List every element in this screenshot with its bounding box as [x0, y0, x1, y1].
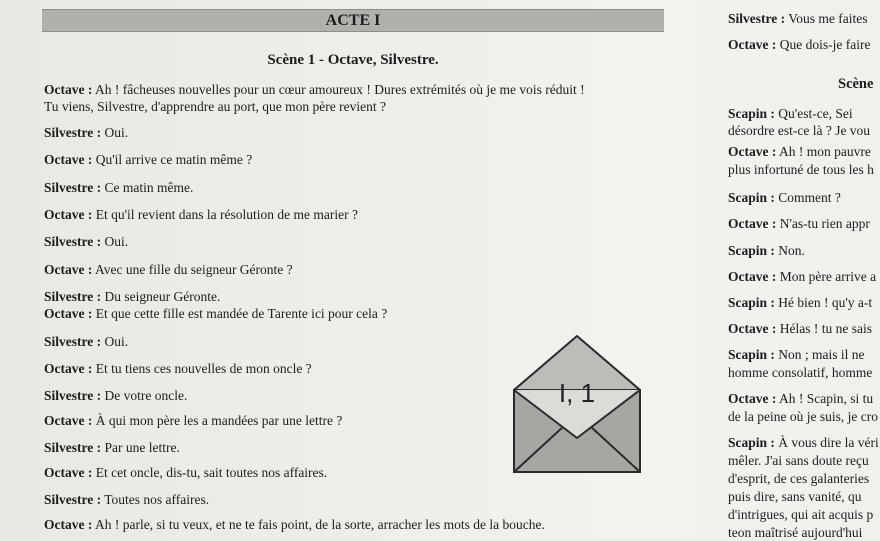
dialogue-line — [44, 516, 545, 533]
dialogue-text: Que dois-je faire — [776, 37, 871, 52]
speaker-name: Octave : — [44, 262, 93, 277]
dialogue-text: plus infortuné de tous les h — [728, 162, 874, 177]
dialogue-text: Mon père arrive a — [776, 269, 877, 284]
dialogue-line — [44, 98, 386, 115]
dialogue-text: Tu viens, Silvestre, d'apprendre au port, que mon père revient ? — [44, 99, 386, 114]
speaker-name: Silvestre : — [44, 492, 102, 507]
speaker-name: Silvestre : — [44, 180, 102, 195]
dialogue-line — [728, 320, 872, 337]
speaker-name: Scapin : — [728, 243, 775, 258]
dialogue-line — [44, 439, 180, 456]
dialogue-line — [44, 333, 128, 350]
speaker-name: Silvestre : — [44, 289, 102, 304]
speaker-name: Octave : — [728, 37, 777, 52]
speaker-name: Silvestre : — [728, 11, 786, 26]
dialogue-line — [44, 124, 128, 141]
dialogue-text: teon maîtrisé aujourd'hui — [728, 525, 863, 540]
dialogue-text: N'as-tu rien appr — [776, 216, 870, 231]
dialogue-line — [44, 305, 387, 322]
dialogue-line — [44, 464, 327, 481]
dialogue-line — [44, 360, 312, 377]
dialogue-line — [728, 161, 874, 178]
dialogue-line — [728, 364, 872, 381]
dialogue-text: mêler. J'ai sans doute reçu — [728, 453, 869, 468]
dialogue-line — [728, 105, 853, 122]
dialogue-line — [728, 215, 870, 232]
dialogue-line — [44, 387, 187, 404]
dialogue-line — [44, 288, 220, 305]
dialogue-text: homme consolatif, homme — [728, 365, 873, 380]
dialogue-text: À qui mon père les a mandées par une lettre ? — [92, 413, 343, 428]
speaker-name: Octave : — [44, 152, 93, 167]
dialogue-text: Et tu tiens ces nouvelles de mon oncle ? — [92, 361, 312, 376]
dialogue-line — [728, 506, 873, 523]
dialogue-line — [44, 206, 358, 223]
dialogue-line — [44, 412, 342, 429]
dialogue-line — [728, 36, 870, 53]
dialogue-line — [728, 122, 870, 139]
dialogue-line — [44, 261, 293, 278]
dialogue-line — [728, 452, 869, 469]
speaker-name: Octave : — [44, 82, 93, 97]
dialogue-line — [728, 524, 862, 541]
dialogue-line — [44, 233, 128, 250]
speaker-name: Scapin : — [728, 347, 775, 362]
dialogue-text: Qu'il arrive ce matin même ? — [92, 152, 253, 167]
dialogue-text: De votre oncle. — [101, 388, 188, 403]
dialogue-text: Par une lettre. — [101, 440, 180, 455]
dialogue-line — [728, 143, 871, 160]
dialogue-text: Ah ! fâcheuses nouvelles pour un cœur amoureux ! Dures extrémités où je me vois réduit ! — [92, 82, 585, 97]
speaker-name: Octave : — [728, 391, 777, 406]
dialogue-text: Qu'est-ce, Sei — [774, 106, 853, 121]
dialogue-text: Oui. — [101, 125, 129, 140]
dialogue-line — [728, 294, 872, 311]
dialogue-line — [728, 242, 805, 259]
speaker-name: Octave : — [728, 321, 777, 336]
speaker-name: Silvestre : — [44, 334, 102, 349]
dialogue-text: Vous me faites — [785, 11, 868, 26]
dialogue-line — [728, 268, 876, 285]
speaker-name: Scapin : — [728, 295, 775, 310]
dialogue-text: Du seigneur Géronte. — [101, 289, 221, 304]
dialogue-text: Ah ! Scapin, si tu — [776, 391, 874, 406]
dialogue-line — [44, 491, 209, 508]
dialogue-text: Non ; mais il ne — [774, 347, 865, 362]
speaker-name: Octave : — [44, 517, 93, 532]
dialogue-line — [44, 81, 585, 98]
dialogue-line — [728, 346, 865, 363]
dialogue-text: Et que cette fille est mandée de Tarente ici pour cela ? — [92, 306, 388, 321]
dialogue-text: Comment ? — [774, 190, 841, 205]
envelope-icon — [512, 334, 642, 474]
right-scene-heading: Scène — [838, 76, 874, 92]
dialogue-text: Hé bien ! qu'y a-t — [774, 295, 873, 310]
dialogue-text: Ah ! mon pauvre — [776, 144, 871, 159]
speaker-name: Octave : — [44, 361, 93, 376]
dialogue-line — [728, 10, 868, 27]
speaker-name: Silvestre : — [44, 388, 102, 403]
dialogue-line — [44, 151, 252, 168]
dialogue-line — [44, 179, 193, 196]
dialogue-text: Non. — [774, 243, 805, 258]
dialogue-text: Et cet oncle, dis-tu, sait toutes nos affaires. — [92, 465, 328, 480]
act-heading: ACTE I — [42, 9, 664, 32]
dialogue-text: Ce matin même. — [101, 180, 194, 195]
dialogue-line — [728, 470, 869, 487]
dialogue-line — [728, 408, 878, 425]
speaker-name: Silvestre : — [44, 234, 102, 249]
speaker-name: Octave : — [44, 465, 93, 480]
dialogue-text: Avec une fille du seigneur Géronte ? — [92, 262, 293, 277]
speaker-name: Octave : — [728, 144, 777, 159]
dialogue-line — [728, 189, 841, 206]
dialogue-text: de la peine où je suis, je cro — [728, 409, 878, 424]
dialogue-text: Et qu'il revient dans la résolution de me marier ? — [92, 207, 358, 222]
scene-title: Scène 1 - Octave, Silvestre. — [267, 52, 439, 68]
dialogue-text: désordre est-ce là ? Je vou — [728, 123, 871, 138]
dialogue-text: À vous dire la véri — [774, 435, 879, 450]
speaker-name: Octave : — [728, 216, 777, 231]
dialogue-text: Hélas ! tu ne sais — [776, 321, 872, 336]
dialogue-line — [728, 390, 873, 407]
dialogue-text: Ah ! parle, si tu veux, et ne te fais point, de la sorte, arracher les mots de la bouche. — [92, 517, 545, 532]
dialogue-text: d'esprit, de ces galanteries — [728, 471, 870, 486]
dialogue-text: Oui. — [101, 234, 129, 249]
speaker-name: Octave : — [44, 207, 93, 222]
dialogue-text: Oui. — [101, 334, 129, 349]
dialogue-text: puis dire, sans vanité, qu — [728, 489, 862, 504]
speaker-name: Scapin : — [728, 190, 775, 205]
speaker-name: Scapin : — [728, 106, 775, 121]
speaker-name: Scapin : — [728, 435, 775, 450]
speaker-name: Silvestre : — [44, 125, 102, 140]
speaker-name: Octave : — [44, 413, 93, 428]
speaker-name: Silvestre : — [44, 440, 102, 455]
dialogue-line — [728, 488, 861, 505]
envelope-label: I, 1 — [558, 378, 596, 408]
dialogue-text: d'intrigues, qui ait acquis p — [728, 507, 874, 522]
dialogue-line — [728, 434, 879, 451]
dialogue-text: Toutes nos affaires. — [101, 492, 210, 507]
speaker-name: Octave : — [728, 269, 777, 284]
speaker-name: Octave : — [44, 306, 93, 321]
